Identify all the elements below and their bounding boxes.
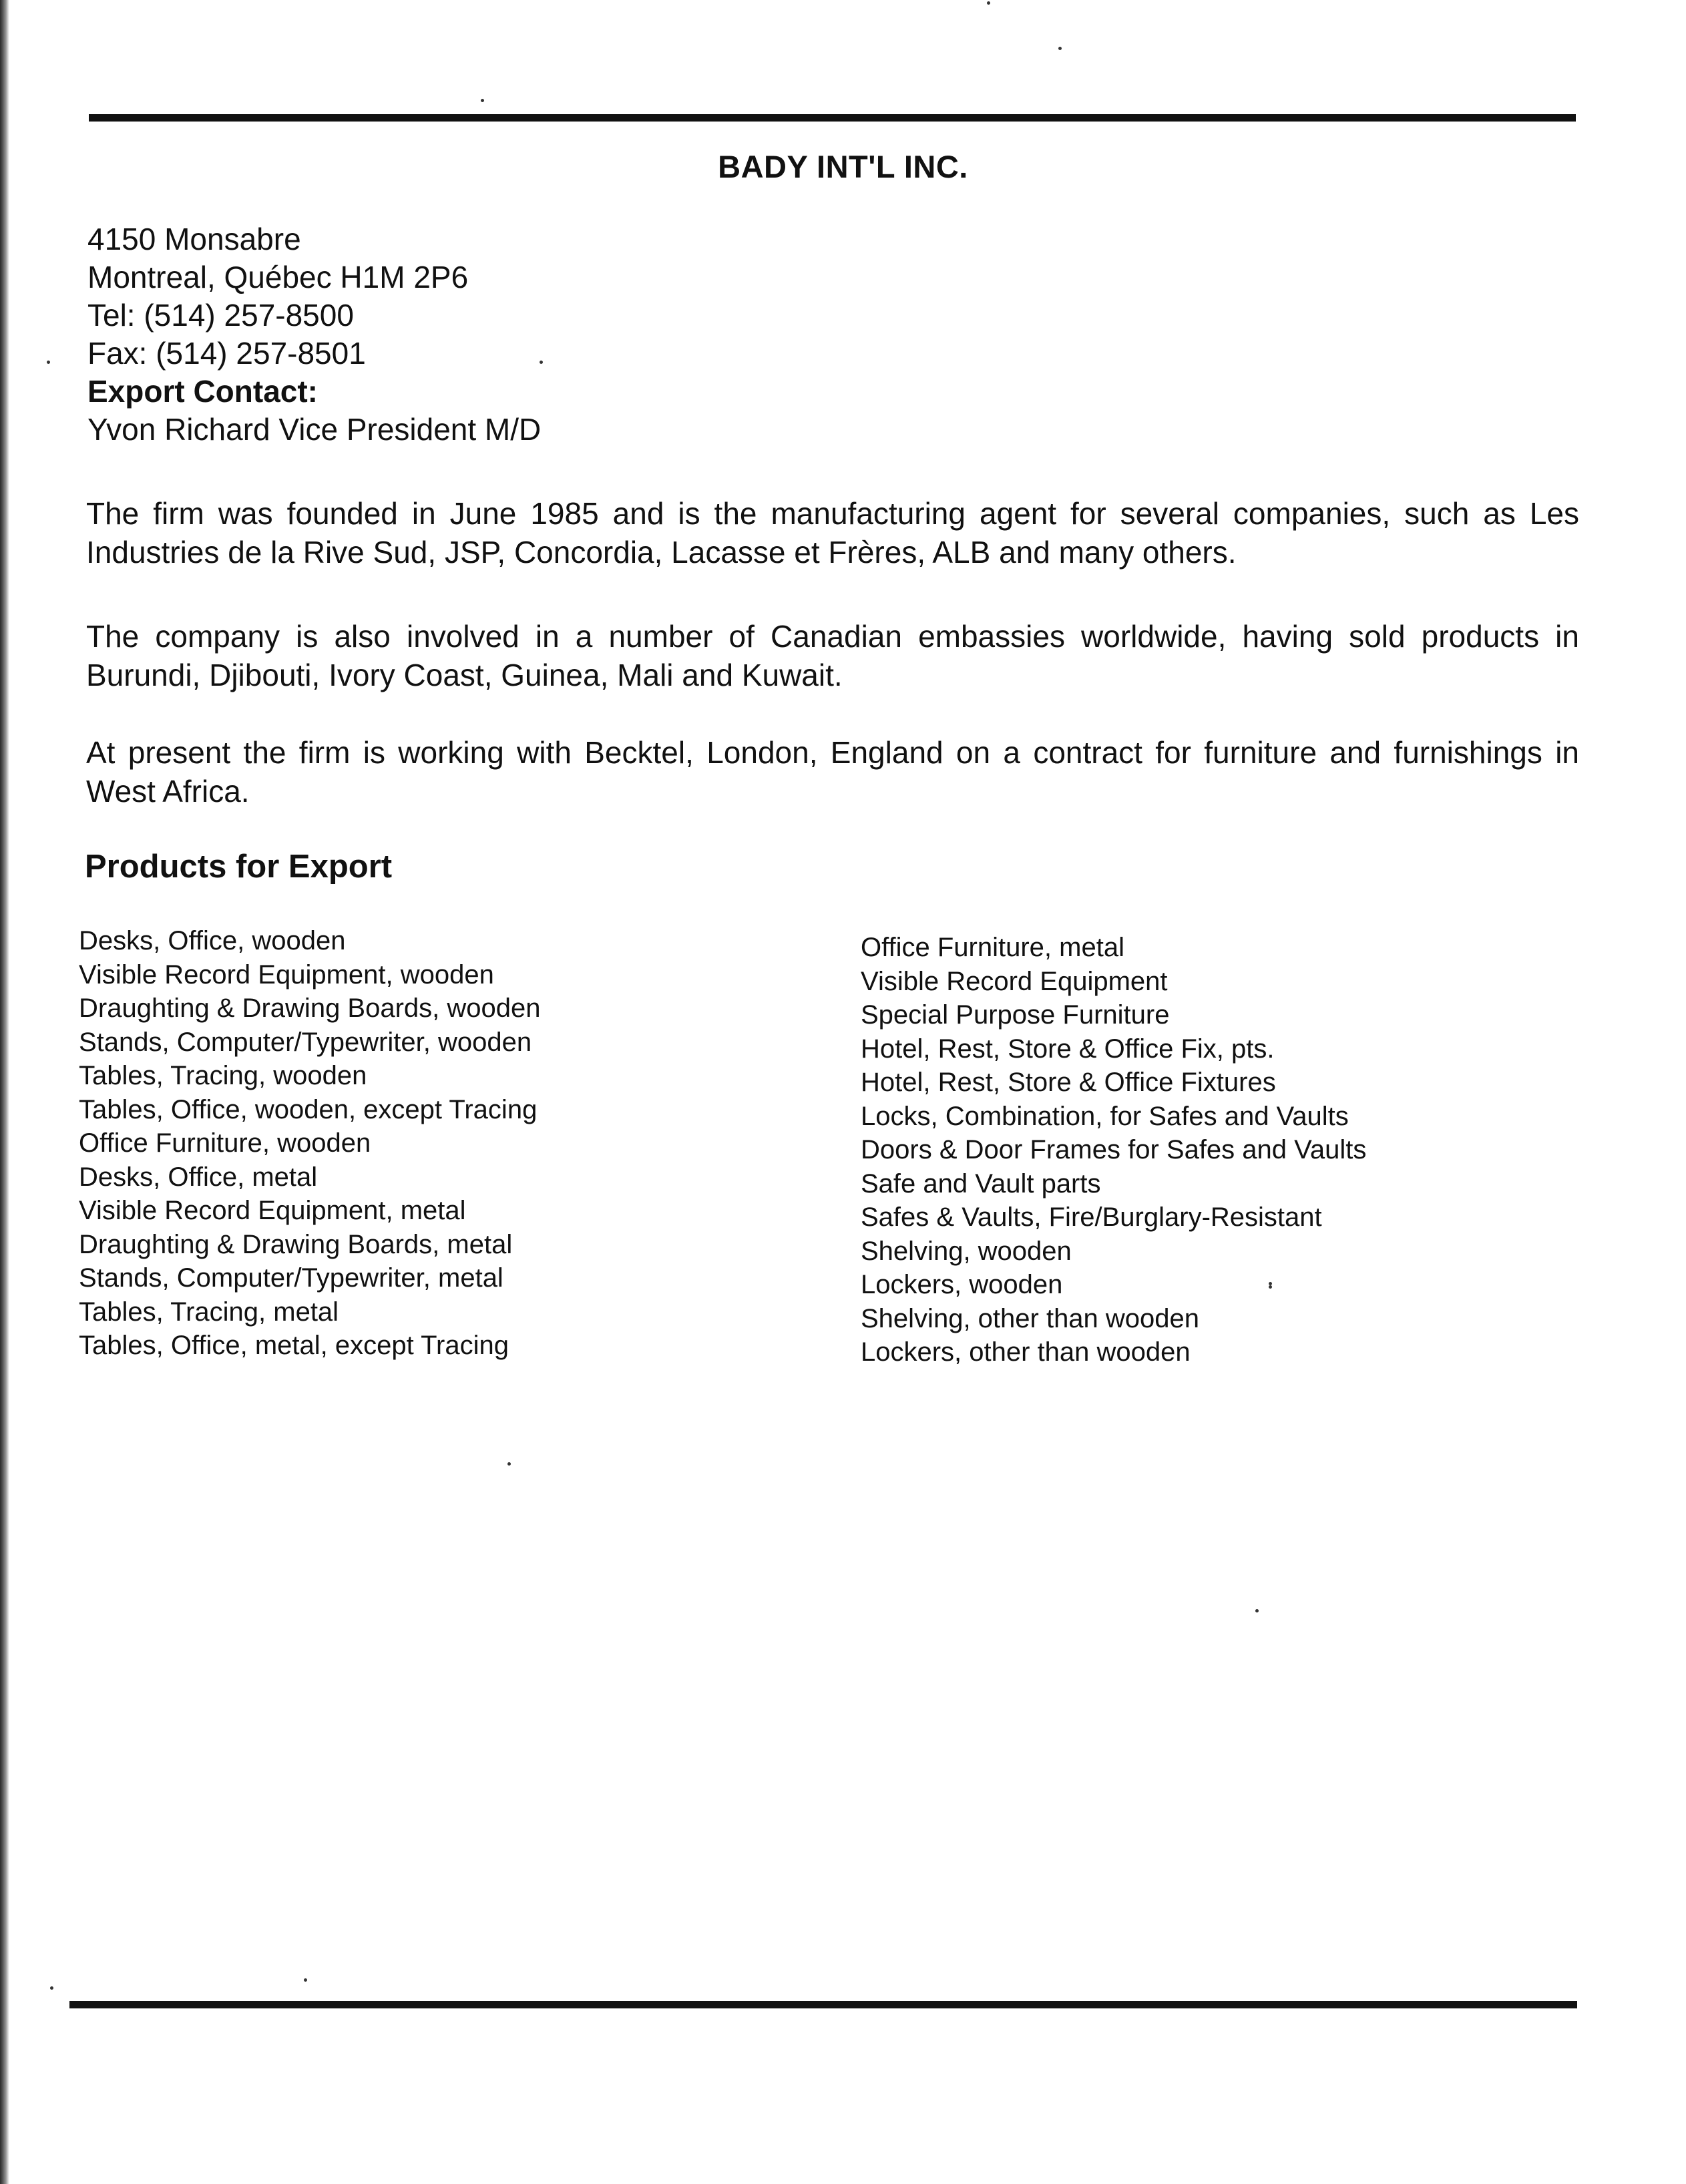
product-item: Lockers, other than wooden bbox=[861, 1337, 1191, 1367]
product-item: Stands, Computer/Typewriter, wooden bbox=[79, 1027, 532, 1057]
product-item: Doors & Door Frames for Safes and Vaults bbox=[861, 1135, 1367, 1164]
address-city: Montreal, Québec H1M 2P6 bbox=[87, 260, 469, 294]
product-item: Shelving, wooden bbox=[861, 1236, 1072, 1266]
scan-speck bbox=[1269, 1285, 1272, 1289]
product-item: Draughting & Drawing Boards, wooden bbox=[79, 994, 541, 1023]
product-item: Shelving, other than wooden bbox=[861, 1303, 1200, 1333]
product-item: Visible Record Equipment bbox=[861, 966, 1168, 996]
product-item: Tables, Office, metal, except Tracing bbox=[79, 1331, 509, 1360]
scan-speck bbox=[987, 1, 990, 5]
paragraph-present-contract: At present the firm is working with Becktel, London, England on a contract for furniture and furnishings in West Africa. bbox=[86, 735, 1579, 809]
product-item: Office Furniture, wooden bbox=[79, 1128, 371, 1158]
product-item: Visible Record Equipment, metal bbox=[79, 1196, 466, 1225]
product-item: Desks, Office, metal bbox=[79, 1162, 318, 1192]
product-item: Desks, Office, wooden bbox=[79, 926, 346, 955]
address-street: 4150 Monsabre bbox=[87, 222, 301, 256]
products-list-right bbox=[861, 931, 1366, 1369]
contact-name: Yvon Richard bbox=[87, 412, 270, 447]
paragraph-founded: The firm was founded in June 1985 and is the manufacturing agent for several companies, such as Les Industries de la Rive Sud, JSP, Concordia, Lacasse et Frères, ALB and many others. bbox=[86, 496, 1579, 570]
product-item: Special Purpose Furniture bbox=[861, 1000, 1170, 1030]
product-item: Safes & Vaults, Fire/Burglary-Resistant bbox=[861, 1203, 1322, 1232]
product-item: Stands, Computer/Typewriter, metal bbox=[79, 1263, 503, 1293]
product-item: Tables, Tracing, wooden bbox=[79, 1061, 367, 1090]
address-fax: Fax: (514) 257-8501 bbox=[87, 336, 366, 371]
product-item: Draughting & Drawing Boards, metal bbox=[79, 1229, 513, 1259]
scan-speck bbox=[481, 99, 484, 102]
paragraph-embassies: The company is also involved in a number of Canadian embassies worldwide, having sold products in Burundi, Djibouti, Ivory Coast, Guinea, Mali and Kuwait. bbox=[86, 619, 1579, 692]
contact-row bbox=[87, 411, 541, 449]
export-contact-label: Export Contact: bbox=[87, 374, 318, 409]
company-name: BADY INT'L INC. bbox=[718, 149, 968, 184]
bottom-rule bbox=[69, 2001, 1577, 2008]
product-item: Hotel, Rest, Store & Office Fixtures bbox=[861, 1068, 1276, 1097]
scan-speck bbox=[1255, 1609, 1259, 1612]
product-item: Locks, Combination, for Safes and Vaults bbox=[861, 1101, 1349, 1131]
product-item: Hotel, Rest, Store & Office Fix, pts. bbox=[861, 1034, 1275, 1064]
scan-speck bbox=[47, 361, 50, 364]
product-item: Safe and Vault parts bbox=[861, 1168, 1101, 1198]
contact-title: Vice President M/D bbox=[278, 412, 542, 447]
scan-speck bbox=[304, 1978, 307, 1982]
products-heading: Products for Export bbox=[85, 849, 393, 885]
scan-speck bbox=[1058, 47, 1062, 50]
scan-edge-shadow bbox=[0, 0, 9, 2184]
top-rule bbox=[89, 114, 1576, 122]
product-item: Tables, Office, wooden, except Tracing bbox=[79, 1094, 538, 1124]
address-block bbox=[87, 220, 541, 449]
product-item: Visible Record Equipment, wooden bbox=[79, 959, 494, 990]
product-item: Office Furniture, metal bbox=[861, 933, 1124, 962]
scan-speck bbox=[540, 361, 543, 364]
products-list-left bbox=[79, 924, 541, 1363]
scan-speck bbox=[50, 1986, 53, 1990]
product-item: Lockers, wooden bbox=[861, 1270, 1063, 1299]
scan-speck bbox=[507, 1462, 511, 1466]
address-tel: Tel: (514) 257-8500 bbox=[87, 298, 354, 333]
product-item: Tables, Tracing, metal bbox=[79, 1297, 339, 1327]
